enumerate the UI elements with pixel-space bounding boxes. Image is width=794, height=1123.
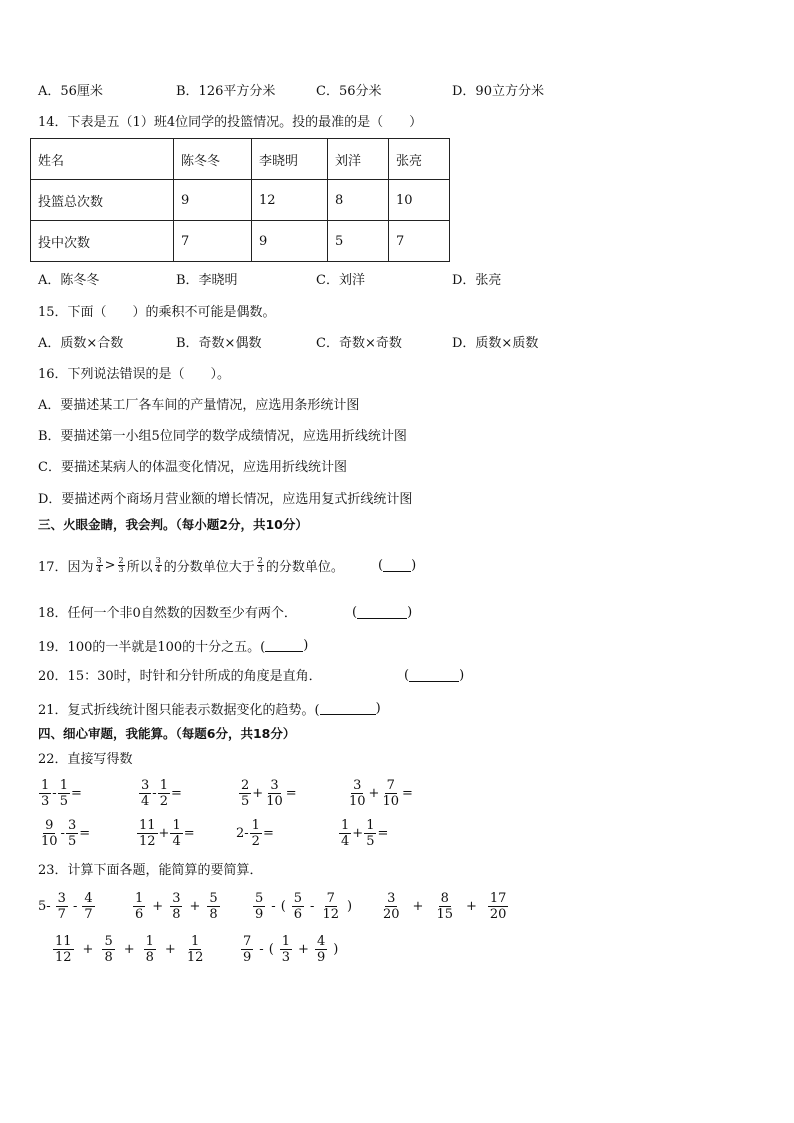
fraction: $\frac{1}{2}$ <box>159 778 168 809</box>
q23-expr-6: $\frac{7}{9}$ - ( $\frac{1}{3}$ + $\frac{4}{9}$ ) <box>243 934 339 965</box>
q15-option-b: B．奇数×偶数 <box>176 336 262 351</box>
q19: 19．100的一半就是100的十分之五。( ) <box>38 638 309 655</box>
table-row <box>31 221 450 262</box>
table-cell: 张亮 <box>389 139 450 180</box>
q14-stem: 14．下表是五（1）班4位同学的投篮情况。投的最准的是（ ） <box>38 115 423 130</box>
q15-option-d: D．质数×质数 <box>452 336 539 351</box>
fraction: $\frac{1}{4}$ <box>172 818 181 849</box>
q23-stem: 23．计算下面各题，能简算的要简算． <box>38 863 263 878</box>
q23-expr-2: $\frac{1}{6}$ + $\frac{3}{8}$ + $\frac{5}{8}$ <box>135 891 218 922</box>
q16-option-c: C．要描述某病人的体温变化情况，应选用折线统计图 <box>38 460 347 475</box>
fraction: $\frac{3}{8}$ <box>172 891 181 922</box>
q13-option-a: A．56厘米 <box>38 84 103 99</box>
q21-text: 21．复式折线统计图只能表示数据变化的趋势。( <box>38 703 320 718</box>
table-cell: 陈冬冬 <box>174 139 252 180</box>
q13-option-b: B．126平方分米 <box>176 84 276 99</box>
fraction: $\frac{1}{6}$ <box>135 891 144 922</box>
q23-expr-5: $\frac{11}{12}$ + $\frac{5}{8}$ + $\frac{1}{8}$ + $\frac{1}{12}$ <box>55 934 204 965</box>
fraction: $\frac{2}{3}$ <box>257 556 263 574</box>
fraction: $\frac{3}{7}$ <box>57 891 66 922</box>
fraction: $\frac{3}{10}$ <box>266 778 283 809</box>
greater-than-sign: > <box>104 558 116 573</box>
q14-option-c: C．刘洋 <box>316 273 365 288</box>
fraction: $\frac{5}{9}$ <box>255 891 264 922</box>
section-4-heading: 四、细心审题，我能算。（每题6分，共18分） <box>38 726 296 741</box>
fraction: $\frac{7}{9}$ <box>243 934 252 965</box>
fraction: $\frac{7}{10}$ <box>382 778 399 809</box>
q16-stem: 16．下列说法错误的是（ ）。 <box>38 367 231 382</box>
fraction: $\frac{11}{12}$ <box>55 934 72 965</box>
q18-answer-blank[interactable]: ( ) <box>352 605 413 620</box>
fraction: $\frac{7}{12}$ <box>322 891 339 922</box>
q17-answer-blank[interactable]: ( ) <box>378 558 417 573</box>
fraction: $\frac{8}{15}$ <box>436 891 453 922</box>
fraction: $\frac{2}{3}$ <box>118 556 124 574</box>
fraction: $\frac{3}{5}$ <box>67 818 77 849</box>
q16-option-b: B．要描述第一小组5位同学的数学成绩情况，应选用折线统计图 <box>38 429 407 444</box>
table-cell: 姓名 <box>31 139 174 180</box>
q22-item-3: $\frac{2}{5}$ + $\frac{3}{10}$ = <box>241 778 297 809</box>
q16-option-a: A．要描述某工厂各车间的产量情况，应选用条形统计图 <box>38 398 360 413</box>
table-cell: 10 <box>389 180 450 221</box>
q22-item-2: $\frac{3}{4}$ - $\frac{1}{2}$ = <box>141 778 182 809</box>
q15-option-a: A．质数×合数 <box>38 336 124 351</box>
q17-mid: 所以 <box>126 560 153 575</box>
fraction: $\frac{1}{5}$ <box>59 778 68 809</box>
table-cell: 5 <box>328 221 389 262</box>
q21: 21．复式折线统计图只能表示数据变化的趋势。( ) <box>38 701 381 718</box>
fraction: $\frac{5}{8}$ <box>104 934 113 965</box>
table-cell: 8 <box>328 180 389 221</box>
fraction: $\frac{1}{8}$ <box>145 934 154 965</box>
table-cell: 投中次数 <box>31 221 174 262</box>
fraction: $\frac{1}{2}$ <box>251 818 260 849</box>
q13-option-d: D．90立方分米 <box>452 84 544 99</box>
q18-text: 18．任何一个非0自然数的因数至少有两个． <box>38 606 297 621</box>
table-row <box>31 180 450 221</box>
q15-option-c: C．奇数×奇数 <box>316 336 402 351</box>
q20-text: 20．15：30时，时针和分针所成的角度是直角． <box>38 669 322 684</box>
fraction: $\frac{3}{4}$ <box>96 556 102 574</box>
table-cell: 9 <box>252 221 328 262</box>
table-cell: 9 <box>174 180 252 221</box>
fraction: $\frac{3}{4}$ <box>141 778 150 809</box>
q21-answer-blank[interactable] <box>320 702 376 715</box>
fraction: $\frac{2}{5}$ <box>241 778 250 809</box>
table-cell: 12 <box>252 180 328 221</box>
table-cell: 投篮总次数 <box>31 180 174 221</box>
fraction: $\frac{1}{12}$ <box>186 934 204 965</box>
q17 <box>38 556 344 575</box>
fraction: $\frac{5}{8}$ <box>209 891 218 922</box>
q14-option-b: B．李晓明 <box>176 273 238 288</box>
q14-table <box>30 138 450 262</box>
q22-item-1: $\frac{1}{3}$ - $\frac{1}{5}$ = <box>41 778 82 809</box>
fraction: $\frac{17}{20}$ <box>489 891 507 922</box>
fraction: $\frac{3}{10}$ <box>349 778 366 809</box>
table-row <box>31 139 450 180</box>
fraction: $\frac{4}{9}$ <box>316 934 326 965</box>
fraction: $\frac{3}{4}$ <box>155 556 161 574</box>
q14-option-a: A．陈冬冬 <box>38 273 100 288</box>
fraction: $\frac{1}{5}$ <box>366 818 375 849</box>
q14-option-d: D．张亮 <box>452 273 502 288</box>
q23-expr-1: 5- $\frac{3}{7}$ - $\frac{4}{7}$ <box>38 891 93 922</box>
q17-tail: 的分数单位。 <box>265 560 344 575</box>
q22-item-8: $\frac{1}{4}$ + $\frac{1}{5}$ = <box>341 818 389 849</box>
fraction: $\frac{1}{3}$ <box>281 934 291 965</box>
q23-expr-3: $\frac{5}{9}$ - ( $\frac{5}{6}$ - $\frac{7}{12}$ ) <box>255 891 353 922</box>
fraction: $\frac{9}{10}$ <box>41 818 58 849</box>
q22-item-6: $\frac{11}{12}$ + $\frac{1}{4}$ = <box>139 818 195 849</box>
fraction: $\frac{4}{7}$ <box>84 891 93 922</box>
q17-prefix: 17．因为 <box>38 560 94 575</box>
q17-mid2: 的分数单位大于 <box>163 560 255 575</box>
q23-expr-4: $\frac{3}{20}$ + $\frac{8}{15}$ + $\frac{17}{20}$ <box>383 891 507 922</box>
q22-stem: 22．直接写得数 <box>38 752 133 767</box>
q19-text: 19．100的一半就是100的十分之五。( <box>38 640 266 655</box>
q15-stem: 15．下面（ ）的乘积不可能是偶数。 <box>38 305 276 320</box>
table-cell: 7 <box>174 221 252 262</box>
q13-option-c: C．56分米 <box>316 84 382 99</box>
fraction: $\frac{3}{20}$ <box>383 891 400 922</box>
fraction: $\frac{1}{3}$ <box>41 778 50 809</box>
section-3-heading: 三、火眼金睛，我会判。（每小题2分，共10分） <box>38 517 308 532</box>
fraction: $\frac{5}{6}$ <box>293 891 303 922</box>
table-cell: 李晓明 <box>252 139 328 180</box>
q20-answer-blank[interactable]: ( ) <box>404 668 465 683</box>
table-cell: 刘洋 <box>328 139 389 180</box>
fraction: $\frac{1}{4}$ <box>341 818 350 849</box>
table-cell: 7 <box>389 221 450 262</box>
q16-option-d: D．要描述两个商场月营业额的增长情况，应选用复式折线统计图 <box>38 492 413 507</box>
q22-item-4: $\frac{3}{10}$ + $\frac{7}{10}$ = <box>349 778 413 809</box>
q22-item-5: $\frac{9}{10}$ - $\frac{3}{5}$ = <box>41 818 91 849</box>
q19-answer-blank[interactable] <box>265 639 303 652</box>
q22-item-7: 2- $\frac{1}{2}$ = <box>236 818 274 849</box>
fraction: $\frac{11}{12}$ <box>139 818 156 849</box>
